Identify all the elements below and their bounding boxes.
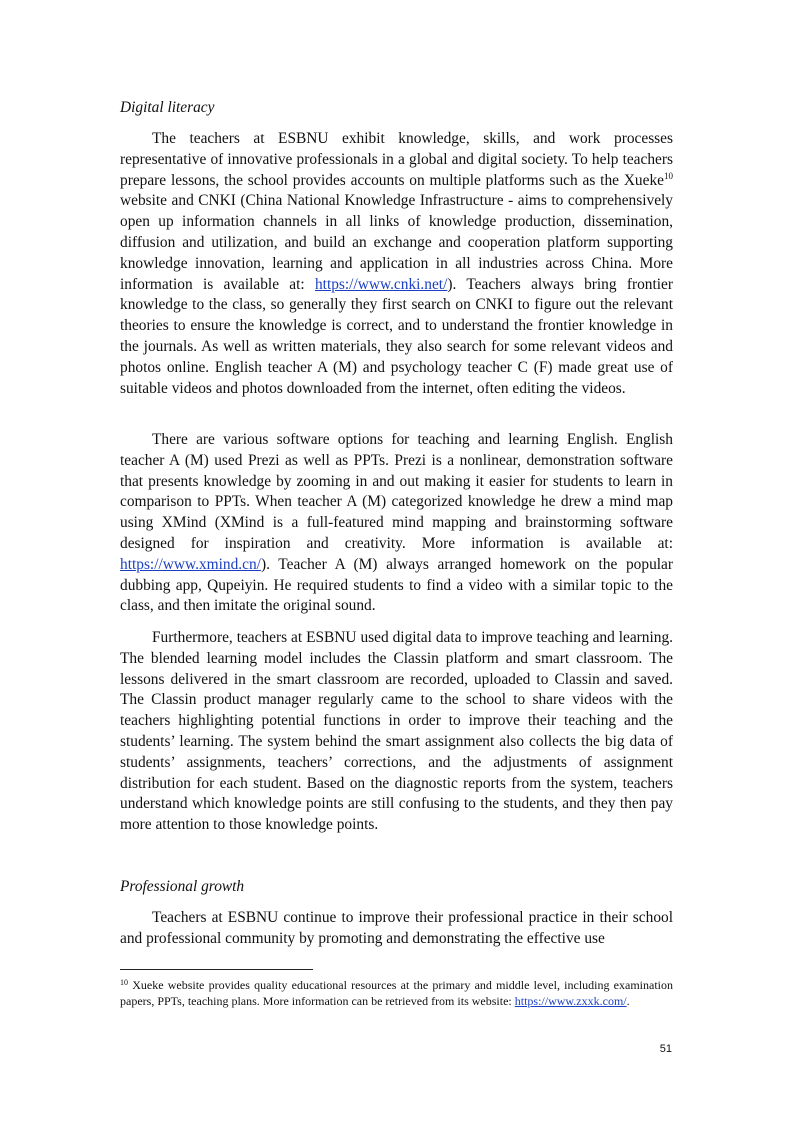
paragraph-digital-literacy-1 — [120, 129, 673, 399]
footnote-end: . — [626, 993, 630, 1008]
paragraph-text: website and CNKI (China National Knowledge Infrastructure - aims to comprehensively open up information channels in all links of knowledge production, dissemination, diffusion and utilization, and build an exchange and cooperation platform supporting knowledge innovation, learning and application in all industries across China. More information is available at: — [120, 192, 673, 293]
footnote-reference[interactable]: 10 — [664, 170, 673, 181]
page-number: 51 — [659, 1043, 672, 1055]
section-heading-digital-literacy: Digital literacy — [120, 99, 215, 116]
paragraph-professional-growth-1: Teachers at ESBNU continue to improve their professional practice in their school and professional community by promoting and demonstrating the effective use — [120, 909, 673, 947]
paragraph-text: The teachers at ESBNU exhibit knowledge, skills, and work processes representative of innovative professionals in a global and digital society. To help teachers prepare lessons, the school provides accounts on multiple platforms such as the Xueke — [120, 130, 673, 189]
cnki-link[interactable]: https://www.cnki.net/ — [314, 275, 448, 293]
paragraph-text: ). Teacher A (M) always arranged homework on the popular dubbing app, Qupeiyin. He required students to find a video with a similar topic to the class, and then imitate the original sound. — [120, 555, 673, 615]
footnote-text: Xueke website provides quality educational resources at the primary and middle level, including examination papers, PPTs, teaching plans. More information can be retrieved from its website: — [120, 978, 673, 1008]
paragraph-text: ). Teachers always bring frontier knowledge to the class, so generally they first search on CNKI to figure out the relevant theories to ensure the knowledge is correct, and to understand the frontier knowledge in the journals. As well as written materials, they also search for some relevant videos and photos online. English teacher A (M) and psychology teacher C (F) made great use of suitable videos and photos downloaded from the internet, often editing the videos. — [120, 275, 673, 397]
paragraph-text: There are various software options for teaching and learning English. English teacher A (M) used Prezi as well as PPTs. Prezi is a nonlinear, demonstration software that presents knowledge by zooming in and out making it easier for students to learn in comparison to PPTs. When teacher A (M) categorized knowledge he drew a mind map using XMind (XMind is a full-featured mind mapping and brainstorming software designed for inspiration and creativity. More information is available at: — [120, 431, 673, 552]
section-heading-professional-growth: Professional growth — [120, 878, 245, 895]
xmind-link[interactable]: https://www.xmind.cn/ — [120, 555, 261, 573]
paragraph-digital-literacy-3: Furthermore, teachers at ESBNU used digital data to improve teaching and learning. The blended learning model includes the Classin platform and smart classroom. The lessons delivered in the smart classroom are recorded, uploaded to Classin and saved. The Classin product manager regularly came to the school to share videos with the teachers highlighting potential functions in order to improve their teaching and the students’ learning. The system behind the smart assignment also collects the big data of students’ assignments, teachers’ corrections, and the adjustments of assignment distribution for each student. Based on the diagnostic reports from the system, teachers understand which knowledge points are still confusing to the students, and they then pay more attention to those knowledge points. — [120, 629, 673, 834]
footnote — [120, 978, 673, 1009]
paragraph-digital-literacy-2 — [120, 430, 673, 617]
footnote-divider — [120, 969, 313, 970]
footnote-number: 10 — [120, 978, 128, 987]
zxxk-link[interactable]: https://www.zxxk.com/ — [514, 993, 627, 1008]
